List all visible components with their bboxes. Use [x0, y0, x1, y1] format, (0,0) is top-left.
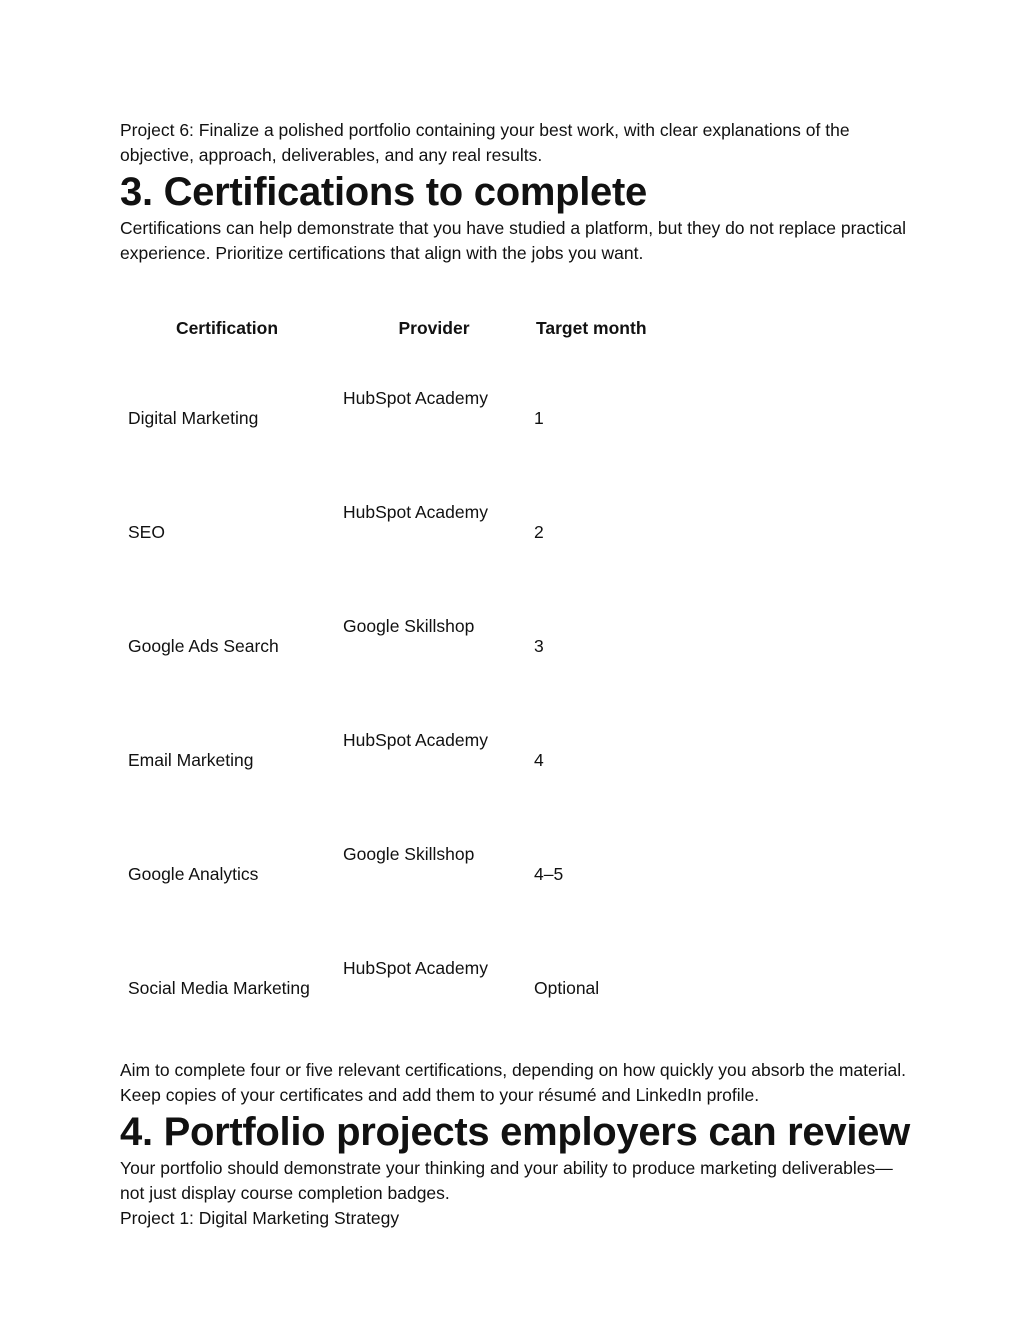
section-3-heading: 3. Certifications to complete — [120, 170, 647, 214]
table-row — [120, 488, 686, 602]
table-row — [120, 374, 686, 488]
cell-provider: Google Skillshop — [343, 616, 475, 636]
cell-certification: Email Marketing — [128, 750, 254, 770]
cell-target-month: 4–5 — [534, 864, 564, 884]
cell-certification: Social Media Marketing — [128, 978, 310, 998]
cell-provider: HubSpot Academy — [343, 958, 488, 978]
certifications-intro-paragraph: Certifications can help demonstrate that you have studied a platform, but they do not replace practical experience. Prioritize certifications that align with the jobs you want. — [120, 218, 907, 263]
cell-provider: Google Skillshop — [343, 844, 475, 864]
table-row — [120, 716, 686, 830]
section-4-heading: 4. Portfolio projects employers can review — [120, 1110, 910, 1154]
table-row — [120, 602, 686, 716]
certifications-table — [120, 308, 686, 1058]
cell-provider: HubSpot Academy — [343, 388, 488, 408]
cell-provider: HubSpot Academy — [343, 502, 488, 522]
header-target-month: Target month — [536, 318, 647, 338]
cell-provider: HubSpot Academy — [343, 730, 488, 750]
cell-certification: Digital Marketing — [128, 408, 259, 428]
document-page — [120, 118, 910, 1231]
table-row — [120, 944, 686, 1058]
table-header-row — [120, 308, 686, 374]
cell-target-month: 3 — [534, 636, 544, 656]
table-row — [120, 830, 686, 944]
cell-certification: SEO — [128, 522, 165, 542]
cell-target-month: Optional — [534, 978, 600, 998]
certifications-closing-paragraph: Aim to complete four or five relevant certifications, depending on how quickly you absorb the material. Keep copies of your certificates and add them to your résumé and LinkedIn profile. — [120, 1060, 906, 1105]
cell-certification: Google Analytics — [128, 864, 259, 884]
cell-target-month: 2 — [534, 522, 544, 542]
project-1-line: Project 1: Digital Marketing Strategy — [120, 1208, 400, 1228]
cell-target-month: 4 — [534, 750, 544, 770]
header-provider: Provider — [398, 318, 470, 338]
header-certification: Certification — [175, 318, 279, 338]
project-6-paragraph: Project 6: Finalize a polished portfolio containing your best work, with clear explanations of the objective, approach, deliverables, and any real results. — [120, 120, 850, 165]
portfolio-intro-paragraph: Your portfolio should demonstrate your thinking and your ability to produce marketing deliverables—not just display course completion badges. — [120, 1158, 893, 1203]
cell-target-month: 1 — [534, 408, 544, 428]
cell-certification: Google Ads Search — [128, 636, 279, 656]
